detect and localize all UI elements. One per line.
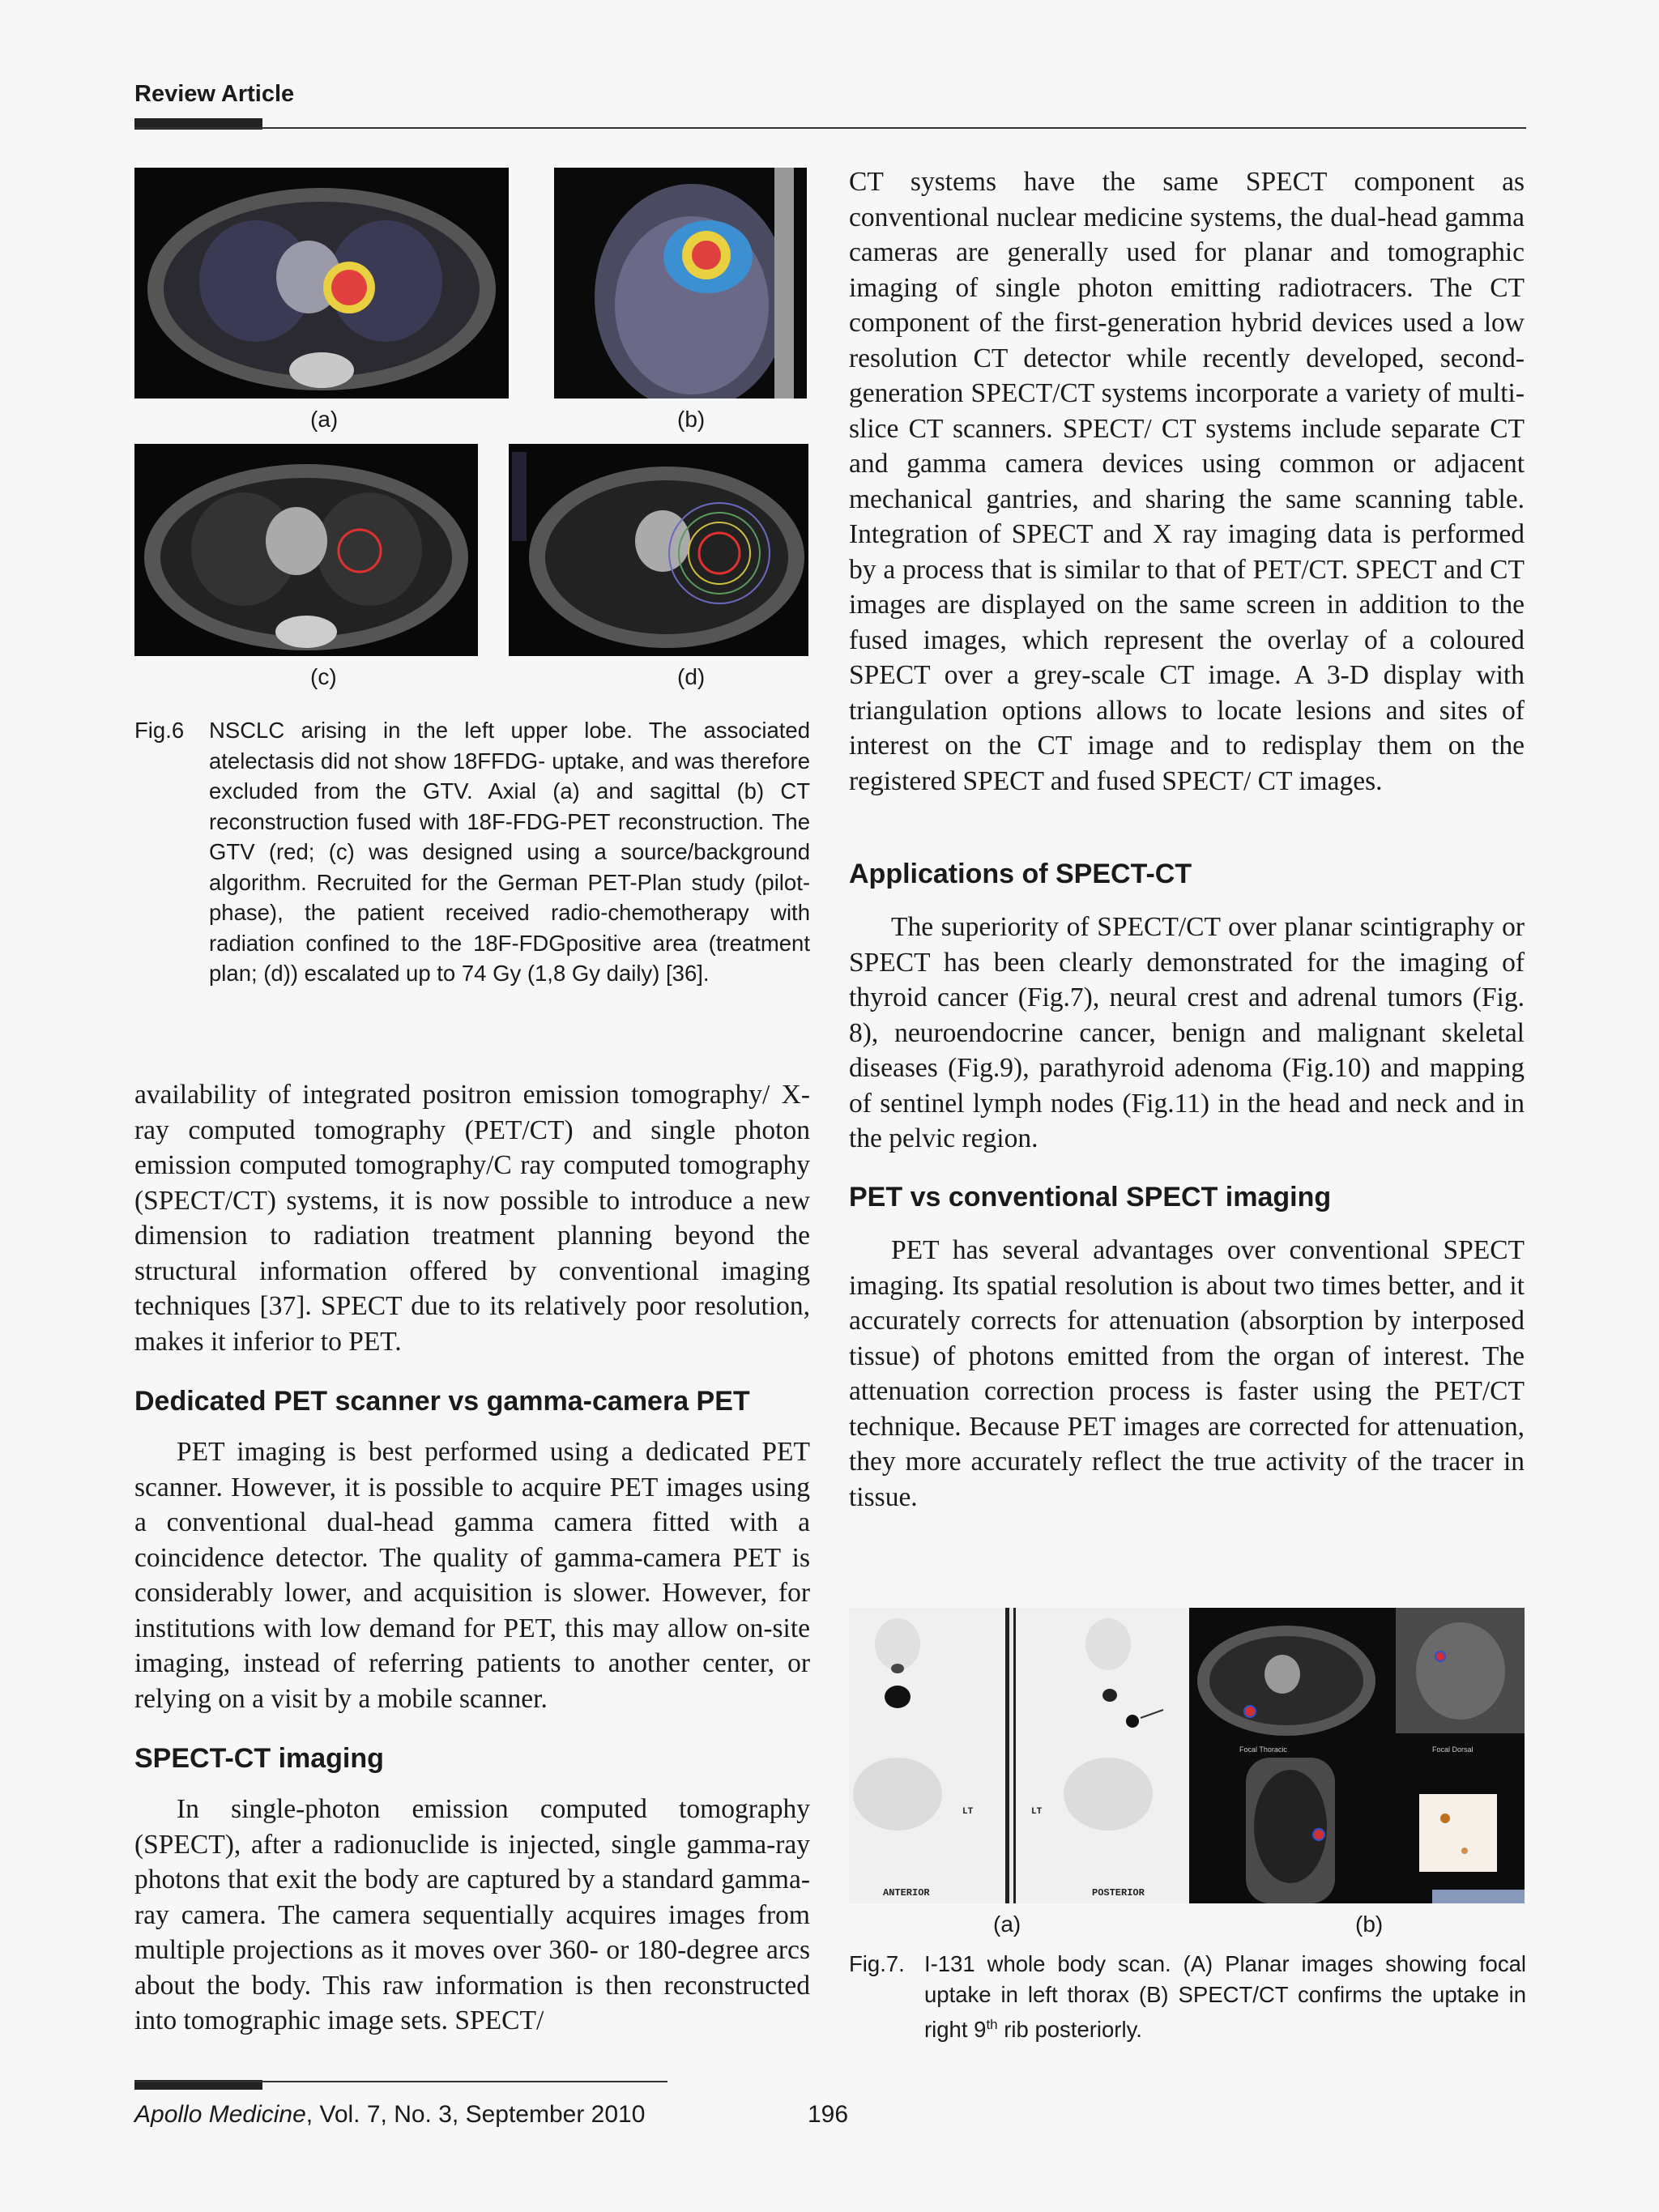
fig6-image-a xyxy=(134,168,509,399)
fig7-label-b: (b) xyxy=(1355,1912,1384,1937)
fig7-anterior-label: ANTERIOR xyxy=(883,1887,930,1899)
right-continued xyxy=(849,164,1525,799)
journal-name: Apollo Medicine xyxy=(134,2101,306,2128)
dedicated-paragraph: PET imaging is best performed using a dedicated PET scanner. However, it is possible to acquire PET images using a conventional dual-head gamma camera fitted with a coincidence detector. The quality of gamma-camera PET is considerably lower, and acquisition is slower. However, for institutions with low demand for PET, this may allow on-site imaging, instead of referring patients to another center, or relying on a visit by a mobile scanner. xyxy=(134,1437,810,1714)
page-number: 196 xyxy=(808,2101,849,2128)
section-header: Review Article xyxy=(134,81,295,107)
heading-spect-ct: SPECT-CT imaging xyxy=(134,1743,384,1774)
fig6-image-d xyxy=(509,444,808,656)
fig6-image-b xyxy=(554,168,807,399)
fig7-label-a: (a) xyxy=(993,1912,1021,1937)
fig7-image-a xyxy=(849,1608,1189,1903)
fig7-number: Fig.7. xyxy=(849,1951,905,1976)
heading-dedicated-pet: Dedicated PET scanner vs gamma-camera PET xyxy=(134,1386,750,1417)
fig7-focal-thoracic: Focal Thoracic xyxy=(1239,1745,1287,1754)
heading-applications: Applications of SPECT-CT xyxy=(849,859,1192,889)
spect-paragraph: In single-photon emission computed tomography (SPECT), after a radionuclide is injected, single gamma-ray photons that exit the body are captured by a standard gamma-ray camera. The camera sequentially acquires images from multiple projections as it moves over 360- or 180-degree arcs about the body. This raw information is then reconstructed into tomographic image sets. SPECT/ xyxy=(134,1794,810,2035)
fig7-lt-right: LT xyxy=(1031,1807,1043,1817)
header-rule xyxy=(134,127,1526,129)
journal-issue: , Vol. 7, No. 3, September 2010 xyxy=(305,2101,646,2128)
pet-paragraph: PET has several advantages over conventional SPECT imaging. Its spatial resolution is about two times better, and it accurately corrects for attenuation (absorption by interposed tissue) of photons emitted from the organ of interest. The attenuation correction process is faster using the PET/CT technique. Because PET images are corrected for attenuation, they more accurately reflect the true activity of the tracer in tissue. xyxy=(849,1235,1525,1512)
continued-paragraph: CT systems have the same SPECT component as conventional nuclear medicine systems, the dual-head gamma cameras are generally used for planar and tomographic imaging of single photon emitting radiotracers. The CT component of the first-generation hybrid devices used a low resolution CT detector while recently developed, second-generation SPECT/CT systems incorporate a variety of multi-slice CT scanners. SPECT/ CT systems include separate CT and gamma camera devices using common or adjacent mechanical gantries, and sharing the same scanning table. Integration of SPECT and X ray imaging data is performed by a process that is similar to that of PET/CT. SPECT and CT images are displayed on the same screen in addition to the fused images, which represent the overlay of a coloured SPECT over a grey-scale CT image. A 3-D display with triangulation options allows to locate lesions and sites of interest on the CT image and to redisplay them on the registered SPECT and fused SPECT/ CT images. xyxy=(849,167,1525,796)
intro-paragraph: availability of integrated positron emission tomography/ X-ray computed tomography (PET/CT) and single photon emission computed tomography/C ray computed tomography (SPECT/CT) systems, it is now possible to introduce a new dimension to radiation treatment planning beyond the structural information offered by conventional imaging techniques [37]. SPECT due to its relatively poor resolution, makes it inferior to PET. xyxy=(134,1080,810,1357)
fig6-number: Fig.6 xyxy=(134,718,185,743)
fig7-focal-dorsal: Focal Dorsal xyxy=(1432,1745,1473,1754)
right-pet xyxy=(849,1233,1525,1515)
fig6-label-d: (d) xyxy=(677,664,706,689)
heading-pet-vs-spect: PET vs conventional SPECT imaging xyxy=(849,1182,1332,1213)
left-intro xyxy=(134,1077,810,1359)
footer-citation xyxy=(134,2101,645,2129)
fig7-posterior-label: POSTERIOR xyxy=(1092,1887,1145,1899)
fig7-caption-main: I-131 whole body scan. (A) Planar images showing focal uptake in left thorax (B) SPECT/CT confirms the uptake in right 9 xyxy=(924,1951,1526,2043)
fig6-label-b: (b) xyxy=(677,407,706,432)
fig6-label-a: (a) xyxy=(310,407,339,432)
fig6-label-c: (c) xyxy=(310,664,337,689)
applications-paragraph: The superiority of SPECT/CT over planar scintigraphy or SPECT has been clearly demonstrated for the imaging of thyroid cancer (Fig.7), neural crest and adrenal tumors (Fig. 8), neuroendocrine cancer, benign and malignant skeletal diseases (Fig.9), parathyroid adenoma (Fig.10) and mapping of sentinel lymph nodes (Fig.11) in the head and neck and in the pelvic region. xyxy=(849,912,1525,1153)
fig7-caption-end: rib posteriorly. xyxy=(997,2017,1142,2043)
fig6-caption xyxy=(134,715,810,1023)
fig7-caption-text xyxy=(924,1949,1526,2045)
footer-rule xyxy=(134,2081,667,2082)
left-spect xyxy=(134,1792,810,2039)
left-dedicated xyxy=(134,1434,810,1716)
fig7-lt-left: LT xyxy=(962,1807,974,1817)
fig7-caption xyxy=(849,1949,1526,2046)
fig6-image-c xyxy=(134,444,478,656)
fig6-caption-text: NSCLC arising in the left upper lobe. The associated atelectasis did not show 18FFDG- uptake, and was therefore excluded from the GTV. Axial (a) and sagittal (b) CT reconstruction fused with 18F-FDG-PET reconstruction. The GTV (red; (c) was designed using a source/background algorithm. Recruited for the German PET-Plan study (pilot-phase), the patient received radio-chemotherapy with radiation confined to the 18F-FDGpositive area (treatment plan; (d)) escalated up to 74 Gy (1,8 Gy daily) [36]. xyxy=(209,718,810,986)
right-applications xyxy=(849,910,1525,1157)
fig7-image-b xyxy=(1189,1608,1525,1903)
fig7-caption-superscript: th xyxy=(986,2017,998,2032)
